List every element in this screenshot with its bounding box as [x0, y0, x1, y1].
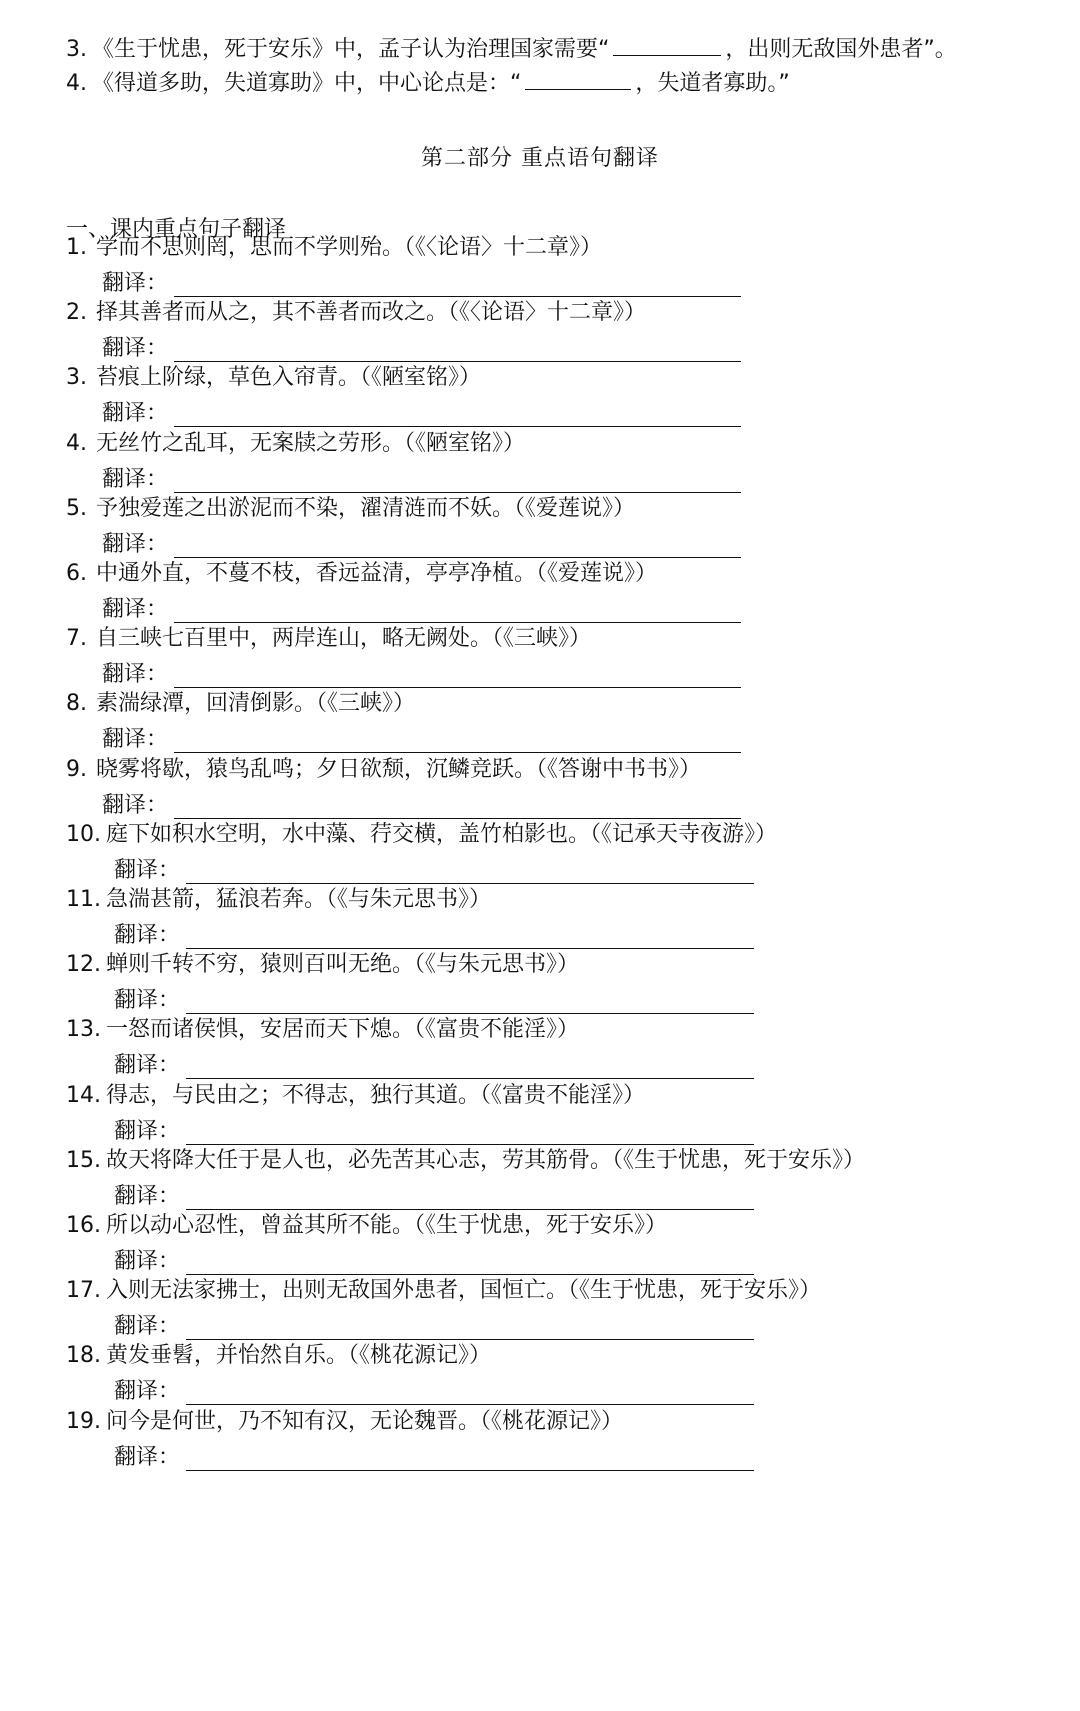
translation-label: 翻译：: [114, 857, 181, 883]
sentence-line: [66, 1146, 1046, 1176]
translation-row: [66, 1117, 1046, 1147]
translation-answer-line[interactable]: [174, 426, 741, 427]
sentence-text: 一怒而诸侯惧，安居而天下熄。（《富贵不能淫》）: [106, 1017, 580, 1043]
item-number: 10.: [66, 821, 101, 847]
translation-row: [66, 921, 1046, 951]
translation-label: 翻译：: [114, 1053, 181, 1079]
translation-answer-line[interactable]: [186, 1339, 754, 1340]
sentence-text: 学而不思则罔，思而不学则殆。（《〈论语〉十二章》）: [96, 235, 603, 260]
item-number: 19.: [66, 1408, 101, 1434]
sentence-text: 晓雾将歇，猿鸟乱鸣；夕日欲颓，沉鳞竞跃。（《答谢中书书》）: [96, 756, 702, 782]
sentence-line: [66, 689, 1046, 719]
translation-answer-line[interactable]: [174, 752, 741, 753]
translation-label: 翻译：: [114, 1314, 181, 1340]
translation-answer-line[interactable]: [174, 818, 741, 819]
translation-label: 翻译：: [114, 1183, 181, 1209]
sentence-line: [66, 1276, 1046, 1306]
sentence-text: 问今是何世，乃不知有汉，无论魏晋。（《桃花源记》）: [106, 1408, 624, 1434]
question-text-after: ，失道者寡助。”: [635, 71, 790, 96]
translation-row: [66, 269, 1046, 299]
translation-label: 翻译：: [102, 271, 169, 296]
sentence-line: [66, 885, 1046, 915]
translation-label: 翻译：: [102, 531, 169, 557]
translation-row: [66, 1312, 1046, 1342]
item-number: 5.: [66, 495, 87, 521]
translation-item: [66, 755, 1046, 821]
translation-row: [66, 1182, 1046, 1212]
sentence-text: 苔痕上阶绿，草色入帘青。（《陋室铭》）: [96, 365, 482, 391]
translation-row: [66, 465, 1046, 495]
translation-answer-line[interactable]: [174, 492, 741, 493]
question-number: 4.: [66, 71, 87, 96]
fill-in-question-3: [66, 33, 957, 65]
translation-item: [66, 1015, 1046, 1081]
translation-item: [66, 363, 1046, 429]
sentence-text: 素湍绿潭，回清倒影。（《三峡》）: [96, 691, 416, 717]
sentence-text: 中通外直，不蔓不枝，香远益清，亭亭净植。（《爱莲说》）: [96, 561, 658, 586]
translation-item: [66, 233, 1046, 299]
sentence-line: [66, 363, 1046, 393]
translation-label: 翻译：: [114, 923, 181, 948]
sentence-line: [66, 559, 1046, 589]
translation-item: [66, 624, 1046, 690]
question-text-before: 《生于忧患，死于安乐》中，孟子认为治理国家需要“: [92, 37, 610, 62]
translation-label: 翻译：: [114, 1249, 181, 1274]
translation-answer-line[interactable]: [174, 687, 741, 688]
sentence-line: [66, 1081, 1046, 1111]
sentence-text: 予独爱莲之出淤泥而不染，濯清涟而不妖。（《爱莲说》）: [96, 495, 636, 521]
translation-row: [66, 595, 1046, 625]
item-number: 18.: [66, 1343, 101, 1369]
translation-item: [66, 494, 1046, 560]
item-number: 6.: [66, 561, 87, 586]
sentence-text: 得志，与民由之；不得志，独行其道。（《富贵不能淫》）: [106, 1082, 646, 1108]
item-number: 3.: [66, 365, 87, 391]
translation-item: [66, 689, 1046, 755]
translation-answer-line[interactable]: [186, 1209, 754, 1210]
translation-row: [66, 791, 1046, 821]
sentence-line: [66, 820, 1046, 850]
translation-row: [66, 986, 1046, 1016]
translation-answer-line[interactable]: [174, 622, 741, 623]
translation-answer-line[interactable]: [186, 1274, 754, 1275]
translation-answer-line[interactable]: [186, 1013, 754, 1014]
translation-label: 翻译：: [114, 988, 181, 1014]
sentence-text: 入则无法家拂士，出则无敌国外患者，国恒亡。（《生于忧患，死于安乐》）: [106, 1278, 822, 1304]
sentence-text: 无丝竹之乱耳，无案牍之劳形。（《陋室铭》）: [96, 430, 526, 456]
translation-answer-line[interactable]: [186, 1144, 754, 1145]
sentence-line: [66, 429, 1046, 459]
item-number: 9.: [66, 756, 87, 782]
translation-item: [66, 1146, 1046, 1212]
part-title: 第二部分 重点语句翻译: [421, 146, 659, 171]
sentence-line: [66, 1407, 1046, 1437]
item-number: 1.: [66, 235, 87, 260]
translation-item: [66, 559, 1046, 625]
translation-answer-line[interactable]: [174, 296, 741, 297]
sentence-text: 黄发垂髫，并怡然自乐。（《桃花源记》）: [106, 1343, 492, 1369]
translation-row: [66, 399, 1046, 429]
translation-row: [66, 334, 1046, 364]
translation-label: 翻译：: [102, 597, 169, 622]
item-number: 12.: [66, 952, 101, 978]
translation-label: 翻译：: [102, 662, 169, 688]
translation-item: [66, 1341, 1046, 1407]
question-text-before: 《得道多助，失道寡助》中，中心论点是：“: [92, 71, 522, 96]
translation-answer-line[interactable]: [186, 1404, 754, 1405]
translation-label: 翻译：: [102, 792, 169, 818]
sentence-line: [66, 233, 1046, 263]
sentence-line: [66, 1015, 1046, 1045]
translation-answer-line[interactable]: [186, 883, 754, 884]
translation-item: [66, 820, 1046, 886]
translation-answer-line[interactable]: [174, 557, 741, 558]
item-number: 2.: [66, 300, 87, 326]
translation-row: [66, 1443, 1046, 1473]
sentence-line: [66, 298, 1046, 328]
translation-answer-line[interactable]: [186, 948, 754, 949]
sentence-line: [66, 755, 1046, 785]
translation-item: [66, 1211, 1046, 1277]
translation-row: [66, 856, 1046, 886]
answer-blank[interactable]: [613, 33, 721, 56]
translation-label: 翻译：: [114, 1379, 181, 1405]
translation-item: [66, 298, 1046, 364]
sentence-line: [66, 950, 1046, 980]
sentence-text: 所以动心忍性，曾益其所不能。（《生于忧患，死于安乐》）: [106, 1213, 668, 1238]
sentence-line: [66, 1211, 1046, 1241]
translation-label: 翻译：: [102, 401, 169, 427]
sentence-text: 择其善者而从之，其不善者而改之。（《〈论语〉十二章》）: [96, 300, 647, 326]
translation-row: [66, 1051, 1046, 1081]
sentence-text: 自三峡七百里中，两岸连山，略无阙处。（《三峡》）: [96, 626, 592, 652]
question-text-after: ，出则无敌国外患者”。: [725, 37, 957, 62]
translation-item: [66, 950, 1046, 1016]
sentence-text: 故天将降大任于是人也，必先苦其心志，劳其筋骨。（《生于忧患，死于安乐》）: [106, 1147, 866, 1173]
sentence-text: 庭下如积水空明，水中藻、荇交横，盖竹柏影也。（《记承天寺夜游》）: [106, 821, 778, 847]
sentence-line: [66, 494, 1046, 524]
translation-row: [66, 1377, 1046, 1407]
translation-item: [66, 1081, 1046, 1147]
translation-row: [66, 725, 1046, 755]
translation-answer-line[interactable]: [186, 1470, 754, 1471]
item-number: 14.: [66, 1082, 101, 1108]
sentence-text: 蝉则千转不穷，猿则百叫无绝。（《与朱元思书》）: [106, 952, 580, 978]
fill-in-question-4: [66, 67, 790, 99]
item-number: 7.: [66, 626, 87, 652]
translation-label: 翻译：: [102, 727, 169, 753]
sentence-line: [66, 1341, 1046, 1371]
translation-row: [66, 660, 1046, 690]
translation-item: [66, 885, 1046, 951]
translation-row: [66, 1247, 1046, 1277]
sentence-line: [66, 624, 1046, 654]
translation-item: [66, 1407, 1046, 1473]
translation-label: 翻译：: [114, 1444, 181, 1470]
item-number: 11.: [66, 887, 101, 912]
item-number: 13.: [66, 1017, 101, 1043]
translation-label: 翻译：: [102, 336, 169, 362]
sentence-text: 急湍甚箭，猛浪若奔。（《与朱元思书》）: [106, 887, 492, 912]
item-number: 16.: [66, 1213, 101, 1238]
question-number: 3.: [66, 37, 87, 62]
translation-label: 翻译：: [102, 466, 169, 492]
translation-answer-line[interactable]: [174, 361, 741, 362]
translation-item: [66, 429, 1046, 495]
translation-item: [66, 1276, 1046, 1342]
item-number: 4.: [66, 430, 87, 456]
translation-label: 翻译：: [114, 1118, 181, 1144]
item-number: 17.: [66, 1278, 101, 1304]
section-title: 一、课内重点句子翻译: [66, 217, 287, 242]
item-number: 15.: [66, 1147, 101, 1173]
translation-answer-line[interactable]: [186, 1078, 754, 1079]
translation-row: [66, 530, 1046, 560]
answer-blank[interactable]: [525, 67, 631, 90]
item-number: 8.: [66, 691, 87, 717]
